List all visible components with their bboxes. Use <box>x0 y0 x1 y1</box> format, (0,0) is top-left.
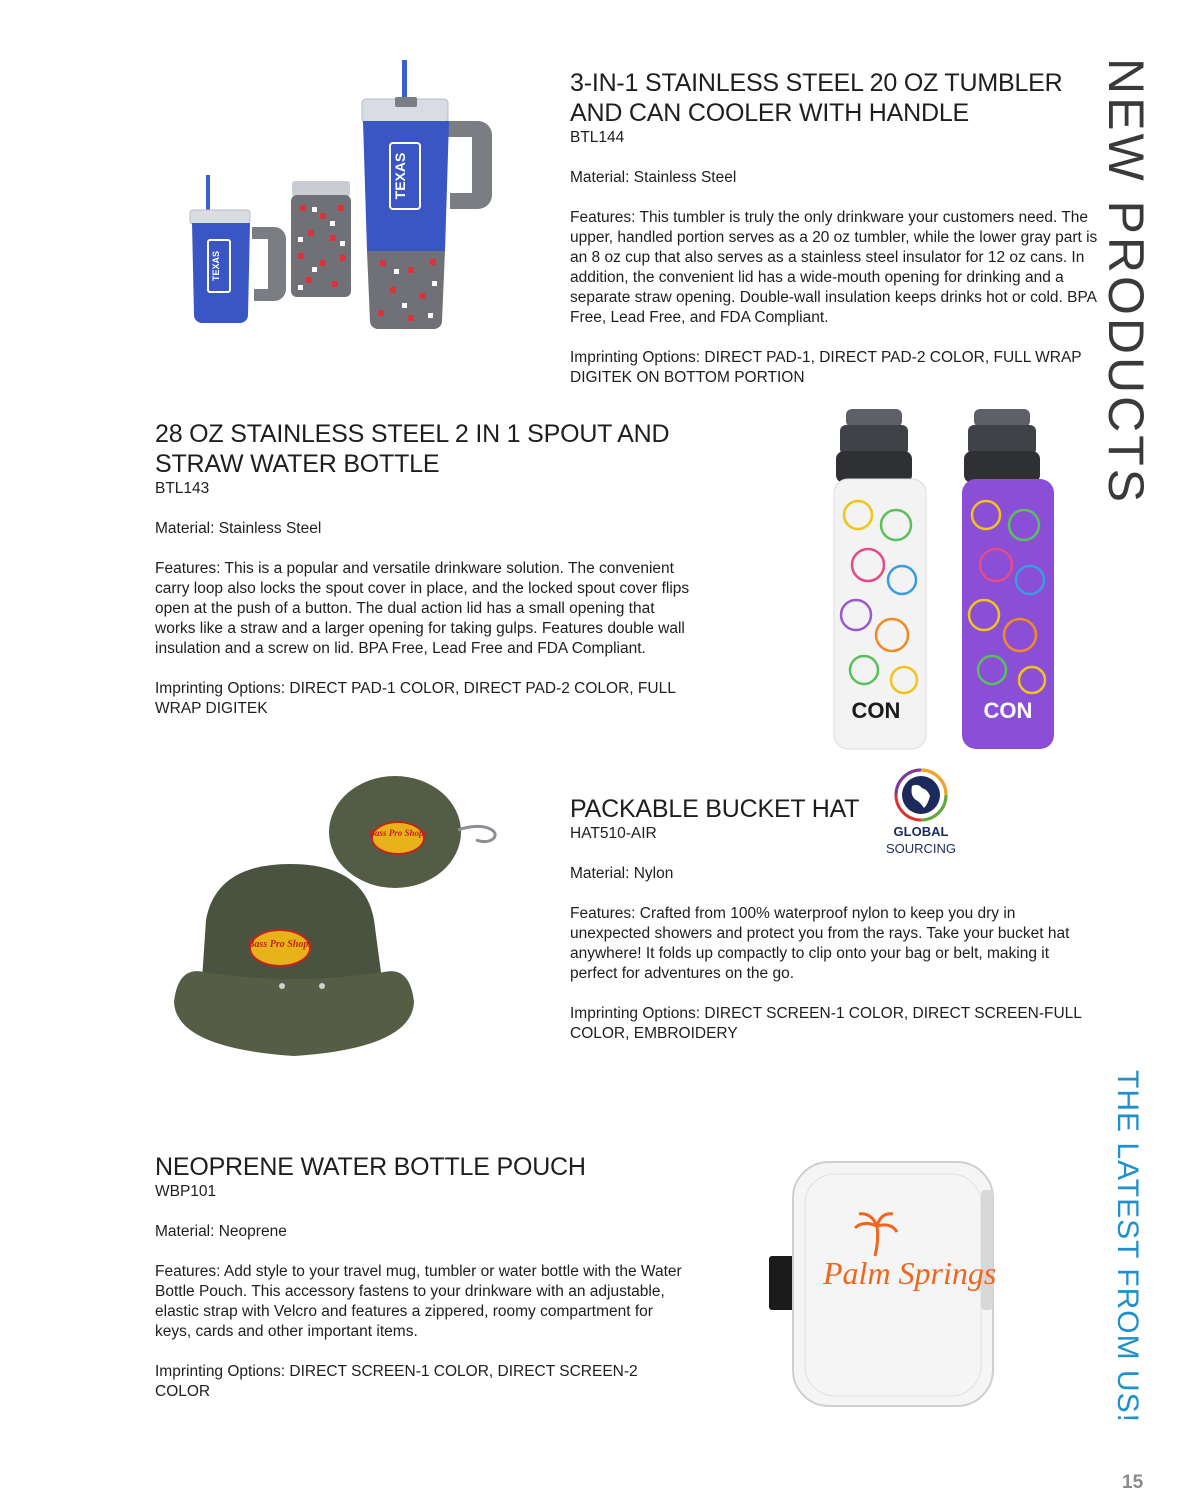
product-sku: HAT510-AIR <box>570 825 657 842</box>
product-imprinting: Imprinting Options: DIRECT PAD-1 COLOR, DIRECT PAD-2 COLOR, FULL WRAP DIGITEK <box>155 680 676 717</box>
product-imprinting: Imprinting Options: DIRECT SCREEN-1 COLOR, DIRECT SCREEN-FULL COLOR, EMBROIDERY <box>570 1005 1082 1042</box>
globe-icon <box>892 768 950 824</box>
hat-logo: Bass Pro Shops <box>247 939 313 950</box>
product-features: Features: This tumbler is truly the only drinkware your customers need. The upper, handled portion serves as a 20 oz tumbler, while the lower gray part is an 8 oz cup that also serves as a stainless steel insulator for 12 oz cans. In addition, the convenient lid has a wide-mouth opening for drinking and a separate straw opening. Double-wall insulation keeps drinks hot or cold. BPA Free, Lead Free, and FDA Compliant. <box>570 209 1098 326</box>
large-tumbler <box>362 60 492 329</box>
bottle-logo-white: CON <box>851 698 901 723</box>
product-title: 28 OZ STAINLESS STEEL 2 IN 1 SPOUT AND STRAW WATER BOTTLE <box>155 420 670 478</box>
product-card-bottle <box>155 419 690 719</box>
pouch-logo: Palm Springs <box>823 1255 997 1291</box>
side-tagline: THE LATEST FROM US! <box>1111 1070 1144 1423</box>
product-card-pouch <box>155 1152 690 1402</box>
small-tumbler <box>190 175 286 323</box>
tumbler-logo-large: TEXAS <box>392 152 408 200</box>
folded-hat <box>329 776 495 888</box>
hat-logo-folded: Bass Pro Shops <box>368 828 428 838</box>
product-sku: BTL144 <box>570 129 625 146</box>
purple-bottle <box>962 409 1054 749</box>
product-sku: WBP101 <box>155 1183 217 1200</box>
product-imprinting: Imprinting Options: DIRECT PAD-1, DIRECT PAD-2 COLOR, FULL WRAP DIGITEK ON BOTTOM PORTION <box>570 349 1082 386</box>
product-features: Features: Add style to your travel mug, tumbler or water bottle with the Water Bottle Pouch. This accessory fastens to your drinkware with an adjustable, elastic strap with Velcro and features a zippered, roomy compartment for keys, cards and other important items. <box>155 1263 682 1340</box>
product-sku: BTL143 <box>155 480 210 497</box>
product-title: NEOPRENE WATER BOTTLE POUCH <box>155 1153 586 1181</box>
product-material: Material: Nylon <box>570 865 674 882</box>
product-material: Material: Neoprene <box>155 1223 287 1240</box>
tumbler-product-image <box>180 55 510 340</box>
product-material: Material: Stainless Steel <box>155 520 322 537</box>
product-features: Features: Crafted from 100% waterproof nylon to keep you dry in unexpected showers and protect you from the rays. Take your bucket hat anywhere! It folds up compactly to clip onto your bag or belt, making it perfect for adventures on the go. <box>570 905 1070 982</box>
product-features: Features: This is a popular and versatile drinkware solution. The convenient carry loop also locks the spout cover in place, and the locked spout cover flips open at the push of a button. The dual action lid has a small opening that works like a straw and a larger opening for taking gulps. Features double wall insulation and a screw on lid. BPA Free, Lead Free and FDA Compliant. <box>155 560 690 657</box>
bottle-product-image <box>828 405 1058 755</box>
product-card-tumbler <box>570 68 1110 388</box>
hat-product-image <box>170 770 520 1060</box>
side-heading: NEW PRODUCTS <box>1098 58 1154 506</box>
badge-line-2: SOURCING <box>885 841 957 856</box>
white-bottle <box>834 409 926 749</box>
can-cooler <box>291 181 351 297</box>
product-card-hat <box>570 794 1090 1044</box>
product-title: PACKABLE BUCKET HAT <box>570 795 860 823</box>
product-title: 3-IN-1 STAINLESS STEEL 20 OZ TUMBLER AND CAN COOLER WITH HANDLE <box>570 69 1063 127</box>
tumbler-logo-small: TEXAS <box>211 250 221 282</box>
bottle-logo-purple: CON <box>983 698 1033 723</box>
badge-line-1: GLOBAL <box>893 824 949 839</box>
page-number: 15 <box>1122 1472 1144 1493</box>
product-imprinting: Imprinting Options: DIRECT SCREEN-1 COLOR, DIRECT SCREEN-2 COLOR <box>155 1363 638 1400</box>
bucket-hat <box>174 864 414 1056</box>
pouch-product-image <box>765 1160 1000 1410</box>
product-material: Material: Stainless Steel <box>570 169 737 186</box>
